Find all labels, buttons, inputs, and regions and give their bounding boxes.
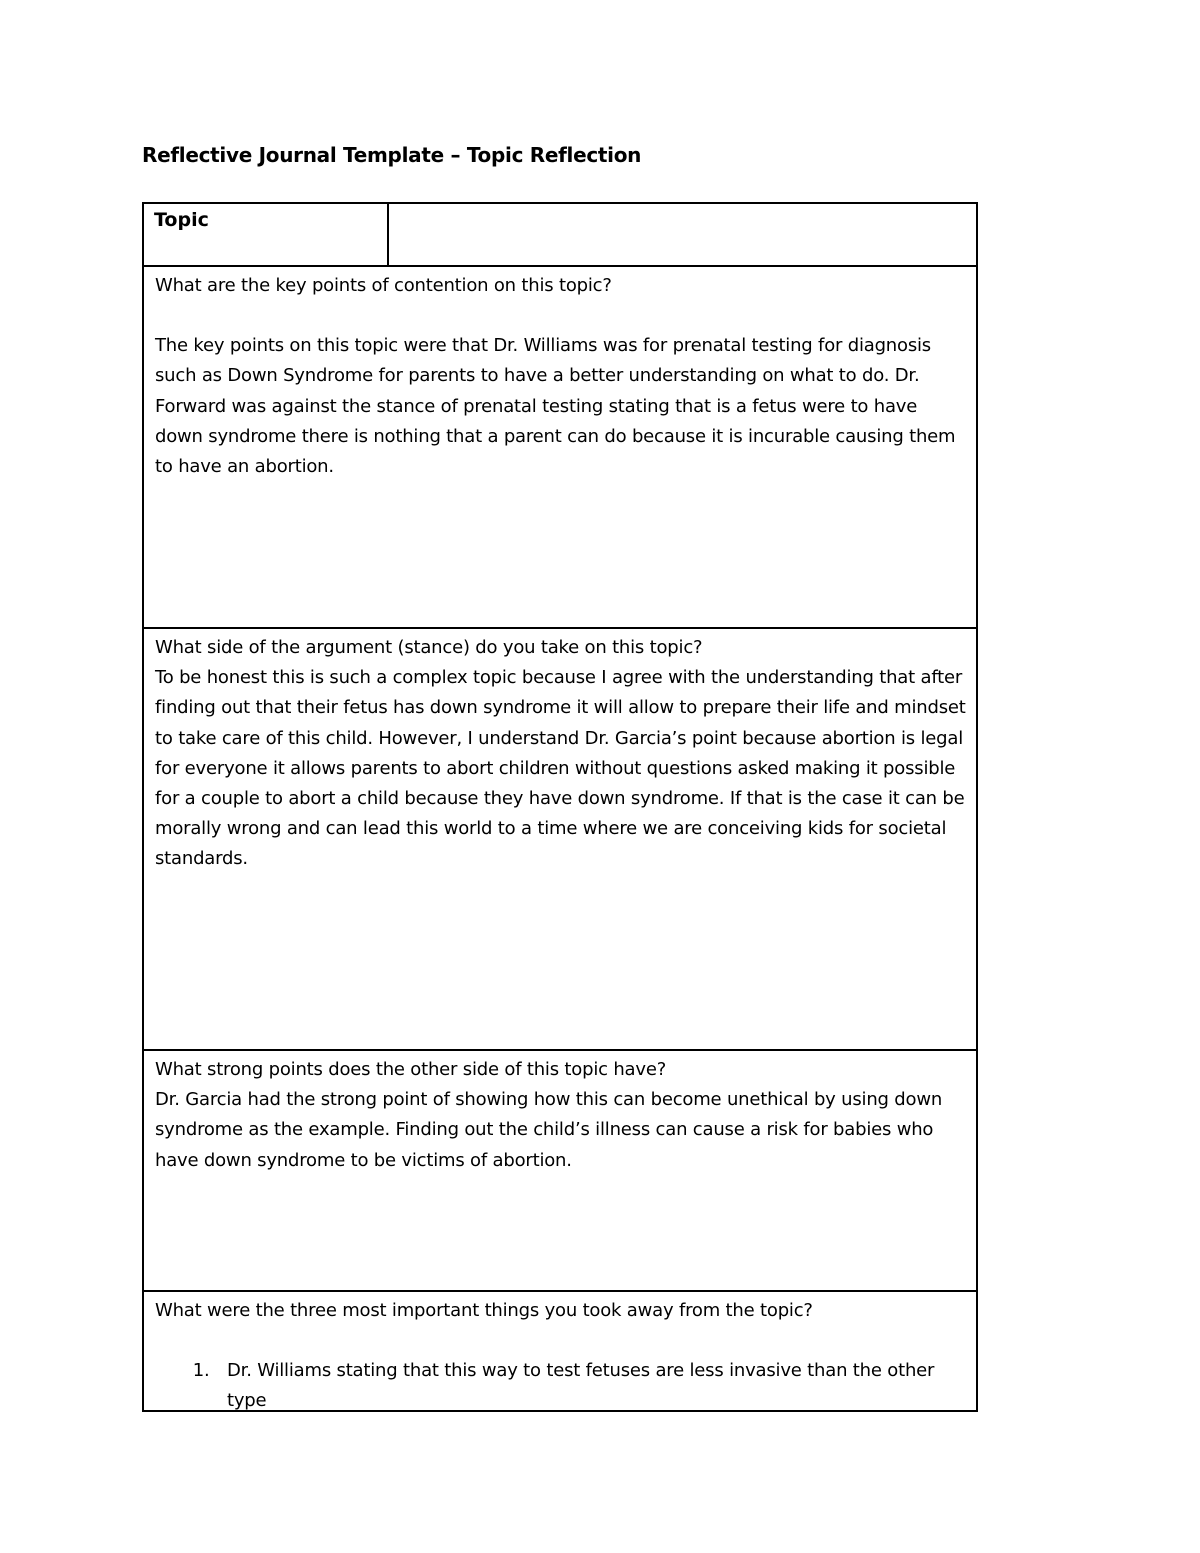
question-row-takeaways [144,1290,976,1410]
answer-text: The key points on this topic were that Dr. Williams was for prenatal testing for diagnosis such as Down Syndrome for parents to have a better understanding on what to do. Dr. Forward was against the stance of prenatal testing stating that is a fetus were to have down syndrome there is nothing that a parent can do because it is incurable causing them to have an abortion. [155,335,956,478]
question-cell[interactable] [144,1292,976,1410]
question-row-other-side [144,1049,976,1290]
topic-row [144,204,976,265]
topic-label: Topic [144,204,389,265]
question-text: What were the three most important things you took away from the topic? [155,1300,813,1321]
answer-text: Dr. Garcia had the strong point of showing how this can become unethical by using down syndrome as the example. Finding out the child’s illness can cause a risk for babies who have down syndrome to be victims of abortion. [155,1089,943,1171]
question-row-key-points [144,265,976,627]
spacer [155,1326,966,1356]
takeaway-item: 1. Dr. Williams stating that this way to test fetuses are less invasive than the other type [215,1356,966,1410]
document-title: Reflective Journal Template – Topic Reflection [142,143,642,167]
question-cell[interactable] [144,267,976,482]
takeaway-list [155,1356,966,1410]
spacer [155,301,966,331]
question-text: What strong points does the other side of this topic have? [155,1059,667,1080]
question-cell[interactable] [144,1051,976,1176]
question-text: What are the key points of contention on this topic? [155,275,612,296]
question-text: What side of the argument (stance) do you take on this topic? [155,637,703,658]
topic-value-field[interactable] [389,204,976,265]
question-cell[interactable] [144,629,976,875]
answer-text: To be honest this is such a complex topic because I agree with the understanding that after finding out that their fetus has down syndrome it will allow to prepare their life and mindset to take care of this child. However, I understand Dr. Garcia’s point because abortion is legal for everyone it allows parents to abort children without questions asked making it possible for a couple to abort a child because they have down syndrome. If that is the case it can be morally wrong and can lead this world to a time where we are conceiving kids for societal standards. [155,667,966,870]
reflection-table [142,202,978,1412]
question-row-stance [144,627,976,1049]
